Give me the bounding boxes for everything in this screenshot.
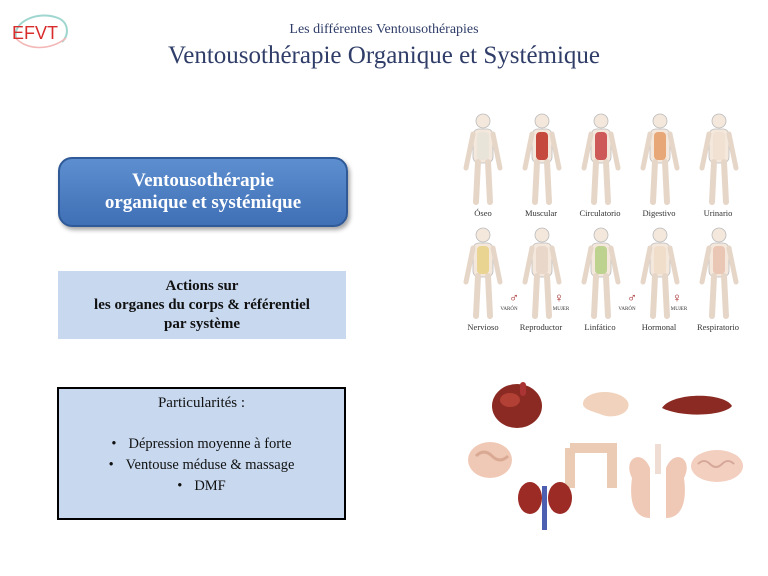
page-title: Ventousothérapie Organique et Systémique [167, 42, 601, 69]
label-varon-1: VARÓN [500, 307, 518, 312]
urinary-figure [702, 114, 736, 202]
liver-icon [662, 396, 732, 415]
label-linfatico: Linfático [584, 322, 616, 332]
actions-line2: les organes du corps & référentiel [94, 296, 310, 313]
label-oseo: Óseo [474, 208, 492, 218]
label-reproductor: Reproductor [519, 322, 563, 332]
lungs-icon [629, 444, 686, 518]
large-intestine-icon [570, 448, 612, 488]
small-intestine-icon [468, 442, 512, 478]
female-symbol-icon: ♀ [554, 290, 564, 305]
kidneys-icon [518, 482, 572, 530]
main-topic-line2: organique et systémique [104, 192, 302, 213]
actions-box [58, 271, 346, 339]
label-mujer-2: MUJER [670, 307, 688, 312]
male-symbol-icon: ♂ [627, 290, 637, 305]
skeleton-figure [466, 114, 500, 202]
particularites-box [57, 387, 346, 520]
nervous-figure [466, 228, 500, 316]
respiratory-figure [702, 228, 736, 316]
lymphatic-figure [584, 228, 618, 316]
particularites-title: Particularités : [157, 395, 246, 411]
male-symbol-icon: ♂ [509, 290, 519, 305]
actions-line1: Actions sur [165, 277, 239, 294]
label-nervioso: Nervioso [467, 322, 499, 332]
digestive-figure [643, 114, 677, 202]
list-item: • Dépression moyenne à forte [59, 434, 344, 455]
list-item: • Ventouse méduse & massage [59, 455, 344, 476]
female-symbol-icon: ♀ [672, 290, 682, 305]
stomach-icon [583, 392, 629, 416]
muscular-figure [525, 114, 559, 202]
label-hormonal: Hormonal [641, 322, 677, 332]
brain-icon [691, 450, 743, 482]
main-topic-box [58, 157, 348, 227]
label-muscular: Muscular [524, 208, 558, 218]
main-topic-line1: Ventousothérapie [132, 170, 274, 191]
label-mujer-1: MUJER [552, 307, 570, 312]
actions-line3: par système [164, 315, 240, 332]
page-subtitle: Les différentes Ventousothérapies [289, 22, 479, 37]
circulatory-figure [584, 114, 618, 202]
heart-icon [492, 382, 542, 428]
label-digestivo: Digestivo [642, 208, 676, 218]
list-item: • DMF [59, 476, 344, 497]
label-varon-2: VARÓN [618, 307, 636, 312]
logo-text: EFVT [12, 23, 59, 43]
label-urinario: Urinario [703, 208, 733, 218]
body-systems-figures [454, 108, 750, 340]
organs-image [462, 378, 752, 538]
label-circulatorio: Circulatorio [579, 208, 621, 218]
body-systems-image [454, 108, 750, 340]
label-respiratorio: Respiratorio [696, 322, 740, 332]
particularites-list [59, 434, 344, 497]
